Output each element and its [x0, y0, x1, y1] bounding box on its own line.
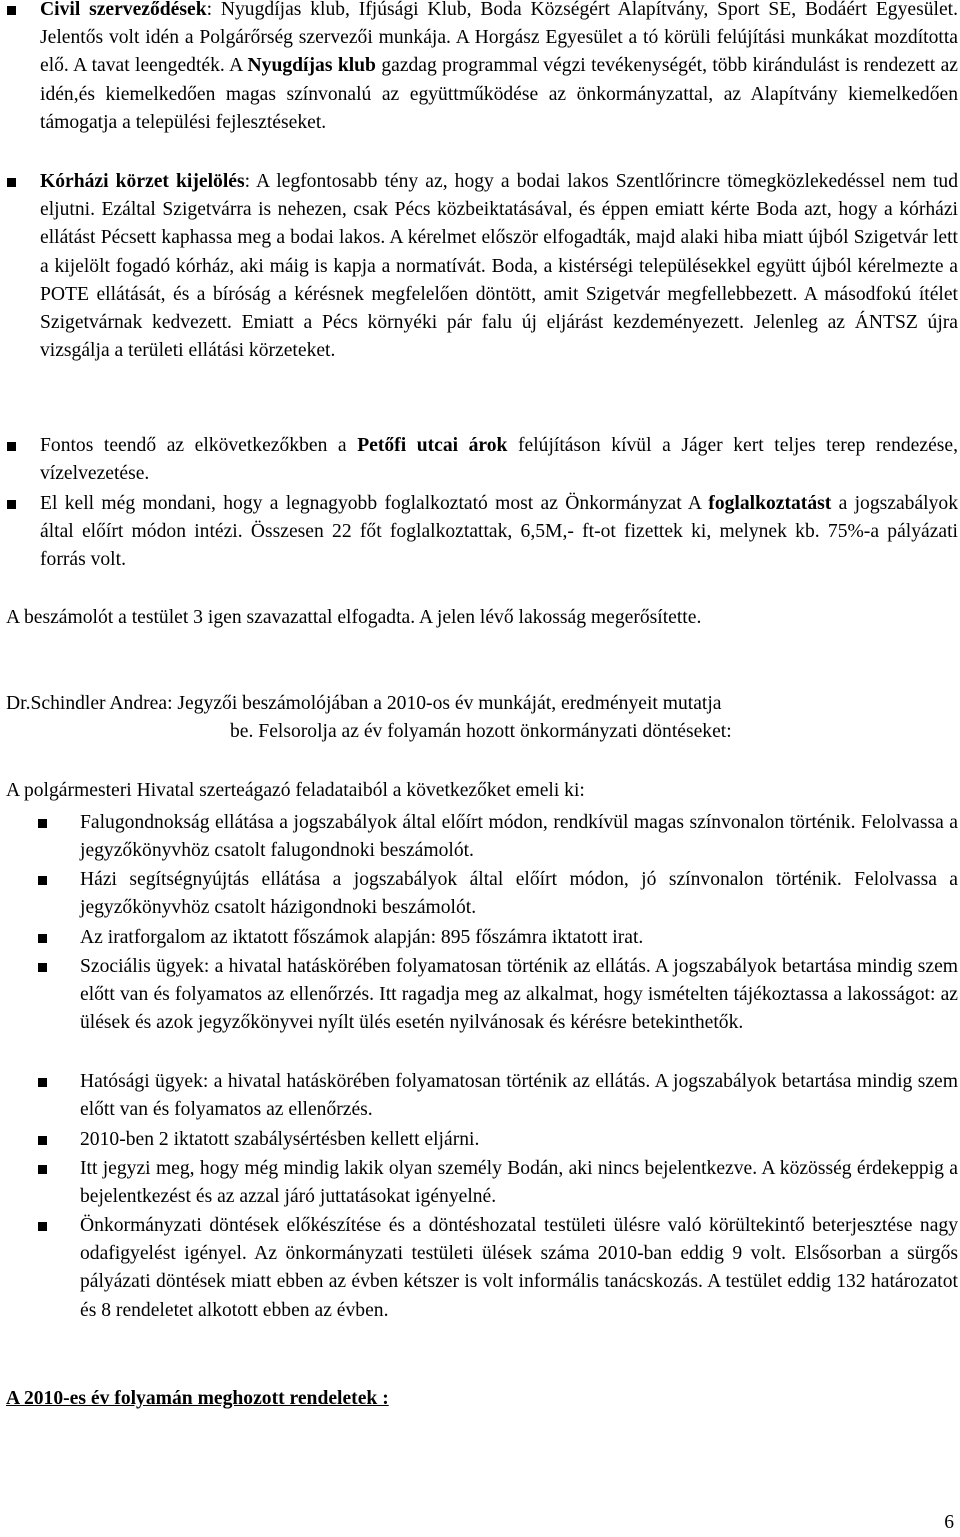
- regulations-heading: A 2010-es év folyamán meghozott rendeletek :: [6, 1388, 389, 1409]
- speaker-line-1: Dr.Schindler Andrea: Jegyzői beszámolójában a 2010-os év munkáját, eredményeit mutatja: [6, 693, 722, 714]
- bullet-decisions: Önkormányzati döntések előkészítése és a döntéshozatal testületi ülésre való körültekintő beterjesztése nagy odafigyelést igényel. Az önkormányzati testületi ülések száma 2010-ban eddig 9 volt. Elsősorban a sürgős pályázati döntések miatt ebben az évben kétszer is volt informális tanácskozás. A testület eddig 132 határozatot és 8 rendeletet alkotott ebben az évben.: [80, 1212, 958, 1325]
- bullet-offences: 2010-ben 2 iktatott szabálysértésben kellett eljárni.: [80, 1126, 958, 1154]
- speaker-paragraph: [6, 690, 958, 746]
- bullet-employment: [40, 490, 958, 575]
- bullet-registry: Az iratforgalom az iktatott főszámok alapján: 895 főszámra iktatott irat.: [80, 924, 958, 952]
- employment-text-1: El kell még mondani, hogy a legnagyobb foglalkoztató most az Önkormányzat A: [40, 493, 709, 514]
- civil-label: Civil szerveződések: [40, 0, 207, 20]
- bullet-civil-organizations: [40, 0, 958, 137]
- task-text-2: felújításon kívül a Jáger kert teljes terep rendezése, vízelvezetése.: [40, 435, 958, 485]
- bullet-village-caretaker: Falugondnokság ellátása a jogszabályok által előírt módon, rendkívül magas színvonalon történik. Felolvassa a jegyzőkönyvhöz csatolt falugondnoki beszámolót.: [80, 809, 958, 865]
- bullet-official-affairs: Hatósági ügyek: a hivatal hatáskörében folyamatosan történik az ellátás. A jogszabályok betartása mindig szem előtt van és folyamatos az ellenőrzés.: [80, 1068, 958, 1124]
- employment-text-2: a jogszabályok által előírt módon intézi. Összesen 22 főt foglalkoztattak, 6,5M,- ft-ot fizettek ki, melynek kb. 75%-a pályázati forrás volt.: [40, 493, 958, 571]
- intro-paragraph: A polgármesteri Hivatal szerteágazó feladataiból a következőket emeli ki:: [6, 780, 585, 801]
- page-number: 6: [944, 1512, 954, 1533]
- bullet-hospital-district: [40, 168, 958, 365]
- petofi-label: Petőfi utcai árok: [357, 435, 508, 456]
- civil-text: : Nyugdíjas klub, Ifjúsági Klub, Boda Községért Alapítvány, Sport SE, Bodáért Egyesület. Jelentős volt idén a Polgárőrség szervezői munkája. A Horgász Egyesület a tó körüli felújítási munkákat mozdította elő. A tavat leengedték. A: [40, 0, 958, 77]
- hospital-label: Kórházi körzet kijelölés: [40, 171, 245, 192]
- foglalkoztatas-label: foglalkoztatást: [708, 493, 832, 514]
- bullet-unregistered: Itt jegyzi meg, hogy még mindig lakik olyan személy Bodán, aki nincs bejelentkezve. A közösség érdekeppig a bejelentkezést és az azzal járó juttatásokat igényelné.: [80, 1155, 958, 1211]
- approval-paragraph: A beszámolót a testület 3 igen szavazattal elfogadta. A jelen lévő lakosság megerősítette.: [6, 607, 702, 628]
- speaker-line-2: be. Felsorolja az év folyamán hozott önkormányzati döntéseket:: [230, 721, 732, 743]
- bullet-home-help: Házi segítségnyújtás ellátása a jogszabályok által előírt módon, jó színvonalon történik. Felolvassa a jegyzőkönyvhöz csatolt házigondnoki beszámolót.: [80, 866, 958, 922]
- bullet-social-affairs: Szociális ügyek: a hivatal hatáskörében folyamatosan történik az ellátás. A jogszabályok betartása mindig szem előtt van és folyamatos az ellenőrzés. Itt ragadja meg az alkalmat, hogy ismételten tájékoztassa a lakosságot: az ülések és azok jegyzőkönyvei nyílt ülés esetén nyilvánosak és kérésre betekinthetők.: [80, 953, 958, 1038]
- task-text-1: Fontos teendő az elkövetkezőkben a: [40, 435, 358, 456]
- nyugdijas-label: Nyugdíjas klub: [247, 55, 376, 77]
- nyugdijas-text: gazdag programmal végzi tevékenységét, több kirándulást is rendezett az idén,és kiemelkedően magas színvonalú az együttműködése az önkormányzattal, az Alapítvány kiemelkedően támogatja a települési fejlesztéseket.: [40, 55, 958, 133]
- hospital-text: : A legfontosabb tény az, hogy a bodai lakos Szentlőrincre tömegközlekedéssel nem tud eljutni. Ezáltal Szigetvárra is nehezen, csak Pécs közbeiktatásával, és éppen emiatt kérte Boda azt, hogy a kórházi ellátást Pécsett kaphassa meg a bodai lakos. A kérelmet először elfogadták, majd alaki hiba miatt újból Szigetvár lett a kijelölt fogadó kórház, aki máig is kapja a normatívát. Boda, a kistérségi településekkel együtt újból kérelmezte a POTE ellátását, és a bíróság a kérésnek megfelelően döntött, amit Szigetvár megfellebbezett. A másodfokú ítélet Szigetvárnak kedvezett. Emiatt a Pécs környéki pár falu új eljárást kezdeményezett. Jelenleg az ÁNTSZ újra vizsgálja a területi ellátási körzeteket.: [40, 171, 958, 362]
- bullet-important-task: [40, 432, 958, 488]
